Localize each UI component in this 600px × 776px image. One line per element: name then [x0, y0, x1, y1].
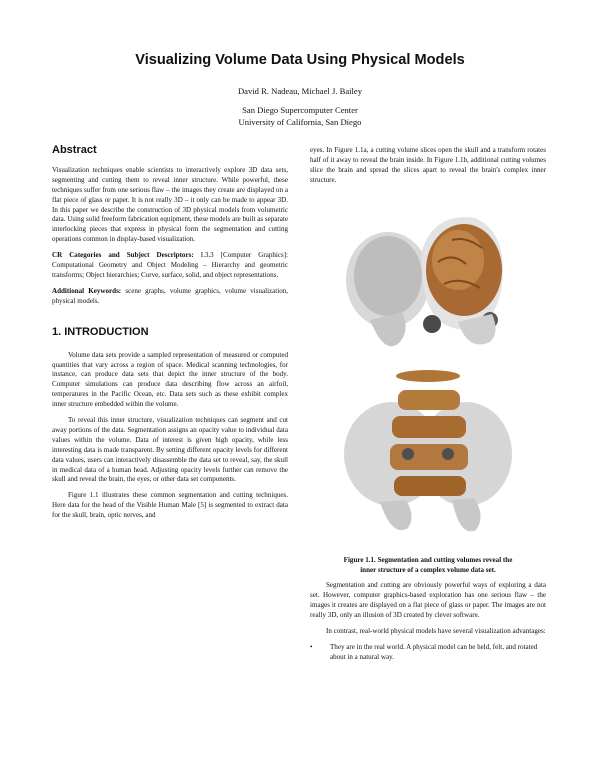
keywords [52, 287, 288, 307]
figure-caption-line: inner structure of a complex volume data set. [360, 565, 496, 574]
cr-categories [52, 251, 288, 281]
figure-caption [310, 556, 546, 576]
figure-intro-paragraph: eyes. In Figure 1.1a, a cutting volume slices open the skull and a transform rotates half of it away to reveal the brain inside. In Figure 1.1b, additional cutting volumes slice the brain and spread the slices apart to reveal the brain's complex inner structure. [310, 146, 546, 184]
right-column [310, 146, 546, 663]
keywords-text: scene graphs, volume graphics, volume visualization, physical models. [52, 286, 289, 305]
affiliation-line: University of California, San Diego [238, 116, 362, 127]
cr-label: CR Categories and Subject Descriptors: [52, 251, 194, 260]
abstract-body: Visualization techniques enable scientists to interactively explore 3D data sets, segmenting and cutting them to reveal inner structure. While powerful, these techniques suffer from one serious flaw – the images they create are displayed on a flat piece of glass or paper. It is not really 3D – it only can be made to appear 3D. In this paper we describe the construction of 3D physical models from volumetric data. Using solid freeform fabrication equipment, these models are built as separate interlocking pieces that express in physical form the segmentation and cutting operations common in display-based visualization. [52, 165, 288, 244]
figure-1-1b-brain-slices-image [340, 368, 516, 550]
bullet-dot: • [310, 642, 313, 651]
affiliation [0, 105, 600, 128]
affiliation-line: San Diego Supercomputer Center [242, 105, 358, 115]
figure-1-1a-skull-brain-image [340, 192, 516, 363]
intro-paragraph: Volume data sets provide a sampled representation of measured or computed quantities that vary across a region of space. Medical scanning technologies, for instance, can produce data sets that depict the inner structure of the body. Computer simulations can produce data describing flow across an airfoil, temperatures in the Pacific Ocean, etc. Data sets such as these exhibit complex inner structure embedded within the volume. [52, 350, 288, 409]
bullet-item [310, 643, 546, 663]
figure-caption-line: Figure 1.1. Segmentation and cutting volumes reveal the [343, 555, 513, 564]
intro-paragraph: To reveal this inner structure, visualization techniques can segment and cut away portions of the data. Segmentation assigns an opacity value to individual data values within the volume. Data of interest is given high opacity, while less interesting data is made transparent. By setting different opacity levels for different data values, users can interactively disassemble the data set to reveal, say, the skull in medical data of a human head. Adjusting opacity levels further can remove the skull and reveal the brain, the eyes, or other data set components. [52, 416, 288, 484]
cr-text: I.3.3 [Computer Graphics]: Computational Geometry and Object Modeling – Hierarchy and geometric transforms; Object hierarchies; Curve, surface, solid, and object representations. [52, 251, 289, 279]
intro-paragraph: Figure 1.1 illustrates these common segmentation and cutting techniques. Here data for the head of the Visible Human Male [5] is segmented to extract data for the skull, brain, optic nerves, and [52, 491, 288, 520]
paper-title: Visualizing Volume Data Using Physical Models [135, 52, 465, 68]
body-paragraph: In contrast, real-world physical models have several visualization advantages: [326, 627, 546, 636]
left-column [52, 146, 288, 521]
abstract-heading: Abstract [52, 144, 97, 156]
body-paragraph: Segmentation and cutting are obviously powerful ways of exploring a data set. However, computer graphics-based exploration has one serious flaw – the images it creates are displayed on a flat piece of glass or paper. The images are not really 3D, only an illusion of 3D created by clever software. [310, 581, 546, 620]
bullet-text: They are in the real world. A physical model can be held, felt, and rotated about in a natural way. [330, 642, 538, 661]
introduction-heading: 1. INTRODUCTION [52, 325, 149, 338]
keywords-label: Additional Keywords: [52, 286, 122, 295]
authors: David R. Nadeau, Michael J. Bailey [237, 86, 363, 96]
